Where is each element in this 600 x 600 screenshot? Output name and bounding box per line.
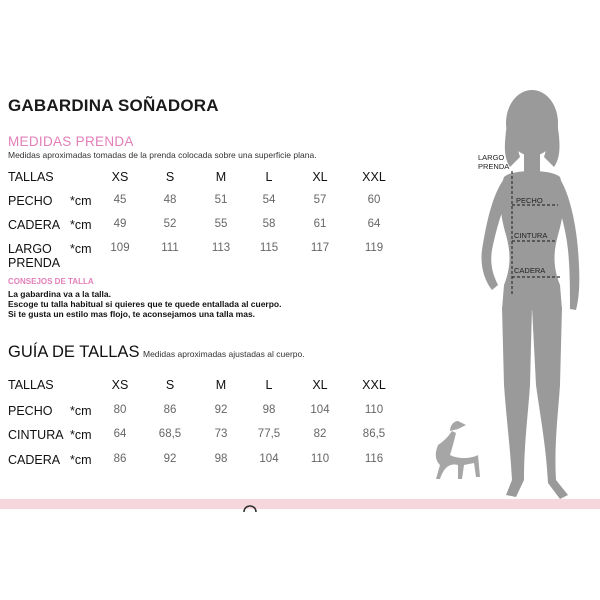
table-cell: 58 [262, 218, 276, 230]
figure-label-cintura: CINTURA [514, 231, 548, 240]
table-cell: 82 [313, 428, 327, 440]
row-unit: *cm [70, 194, 92, 208]
row-unit: *cm [70, 428, 92, 442]
table-cell: 117 [310, 242, 330, 254]
guide-row-cintura [0, 428, 400, 446]
table-cell: 64 [113, 428, 127, 440]
row-unit: *cm [70, 453, 92, 467]
garment-section-heading: MEDIDAS PRENDA [8, 134, 134, 149]
table-cell: 52 [163, 218, 177, 230]
row-unit: *cm [70, 242, 92, 256]
garment-header-label: TALLAS [8, 170, 54, 184]
row-label: CADERA [8, 218, 61, 232]
page-title: GABARDINA SOÑADORA [8, 96, 219, 115]
table-cell: 119 [364, 242, 384, 254]
table-cell: 98 [214, 453, 228, 465]
table-cell: 77,5 [257, 428, 281, 440]
advice-line: Escoge tu talla habitual si quieres que te quede entallada al cuerpo. [8, 299, 282, 309]
guide-size-header: M [215, 378, 227, 392]
advice-line: La gabardina va a la talla. [8, 289, 111, 299]
row-label: LARGO [8, 242, 52, 256]
table-cell: 61 [313, 218, 327, 230]
table-cell: 73 [214, 428, 228, 440]
table-cell: 115 [259, 242, 279, 254]
figure-label-prenda: PRENDA [478, 162, 510, 171]
table-cell: 104 [310, 404, 330, 416]
table-cell: 60 [367, 194, 381, 206]
row-label: CINTURA [8, 428, 64, 442]
body-silhouette-figure [420, 85, 600, 510]
table-cell: 51 [214, 194, 228, 206]
table-cell: 86 [163, 404, 177, 416]
garment-size-header: M [215, 170, 227, 184]
guide-header-row [0, 378, 400, 396]
table-cell: 109 [110, 242, 130, 254]
table-cell: 49 [113, 218, 127, 230]
table-cell: 80 [113, 404, 127, 416]
garment-row-pecho [0, 194, 400, 212]
guide-size-header: L [265, 378, 273, 392]
footer-logo-icon [238, 500, 262, 514]
table-cell: 55 [214, 218, 228, 230]
table-cell: 98 [262, 404, 276, 416]
garment-section-note: Medidas aproximadas tomadas de la prenda colocada sobre una superficie plana. [8, 150, 317, 160]
table-cell: 45 [113, 194, 127, 206]
garment-size-header: XS [111, 170, 129, 184]
guide-heading: GUÍA DE TALLAS [8, 343, 140, 361]
advice-heading: CONSEJOS DE TALLA [8, 277, 94, 286]
row-label-line2: PRENDA [8, 256, 61, 270]
table-cell: 57 [313, 194, 327, 206]
guide-size-header: XXL [362, 378, 386, 392]
garment-size-header: L [265, 170, 273, 184]
guide-size-header: XS [111, 378, 129, 392]
table-cell: 110 [310, 453, 330, 465]
advice-line: Si te gusta un estilo mas flojo, te aconsejamos una talla mas. [8, 309, 256, 319]
table-cell: 54 [262, 194, 276, 206]
table-cell: 113 [211, 242, 231, 254]
guide-size-header: XL [312, 378, 328, 392]
row-label: PECHO [8, 194, 53, 208]
table-cell: 111 [161, 242, 179, 254]
table-cell: 104 [259, 453, 279, 465]
row-label: PECHO [8, 404, 53, 418]
garment-row-cadera [0, 218, 400, 236]
row-label: CADERA [8, 453, 61, 467]
row-unit: *cm [70, 404, 92, 418]
garment-size-header: XXL [362, 170, 386, 184]
garment-size-header: S [165, 170, 175, 184]
garment-size-header: XL [312, 170, 328, 184]
table-cell: 116 [364, 453, 384, 465]
table-cell: 92 [163, 453, 177, 465]
table-cell: 86,5 [362, 428, 386, 440]
guide-note: Medidas aproximadas ajustadas al cuerpo. [143, 349, 305, 359]
woman-silhouette-icon [481, 90, 579, 499]
guide-row-cadera [0, 453, 400, 471]
garment-row-largo [0, 242, 400, 272]
dog-silhouette-icon [436, 421, 480, 479]
table-cell: 48 [163, 194, 177, 206]
figure-label-largo: LARGO [478, 153, 505, 162]
table-cell: 92 [214, 404, 228, 416]
garment-header-row [0, 170, 400, 188]
figure-label-cadera: CADERA [514, 266, 546, 275]
guide-size-header: S [165, 378, 175, 392]
guide-row-pecho [0, 404, 400, 422]
table-cell: 68,5 [158, 428, 182, 440]
table-cell: 110 [364, 404, 384, 416]
row-unit: *cm [70, 218, 92, 232]
figure-label-pecho: PECHO [516, 196, 543, 205]
table-cell: 86 [113, 453, 127, 465]
table-cell: 64 [367, 218, 381, 230]
guide-header-label: TALLAS [8, 378, 54, 392]
